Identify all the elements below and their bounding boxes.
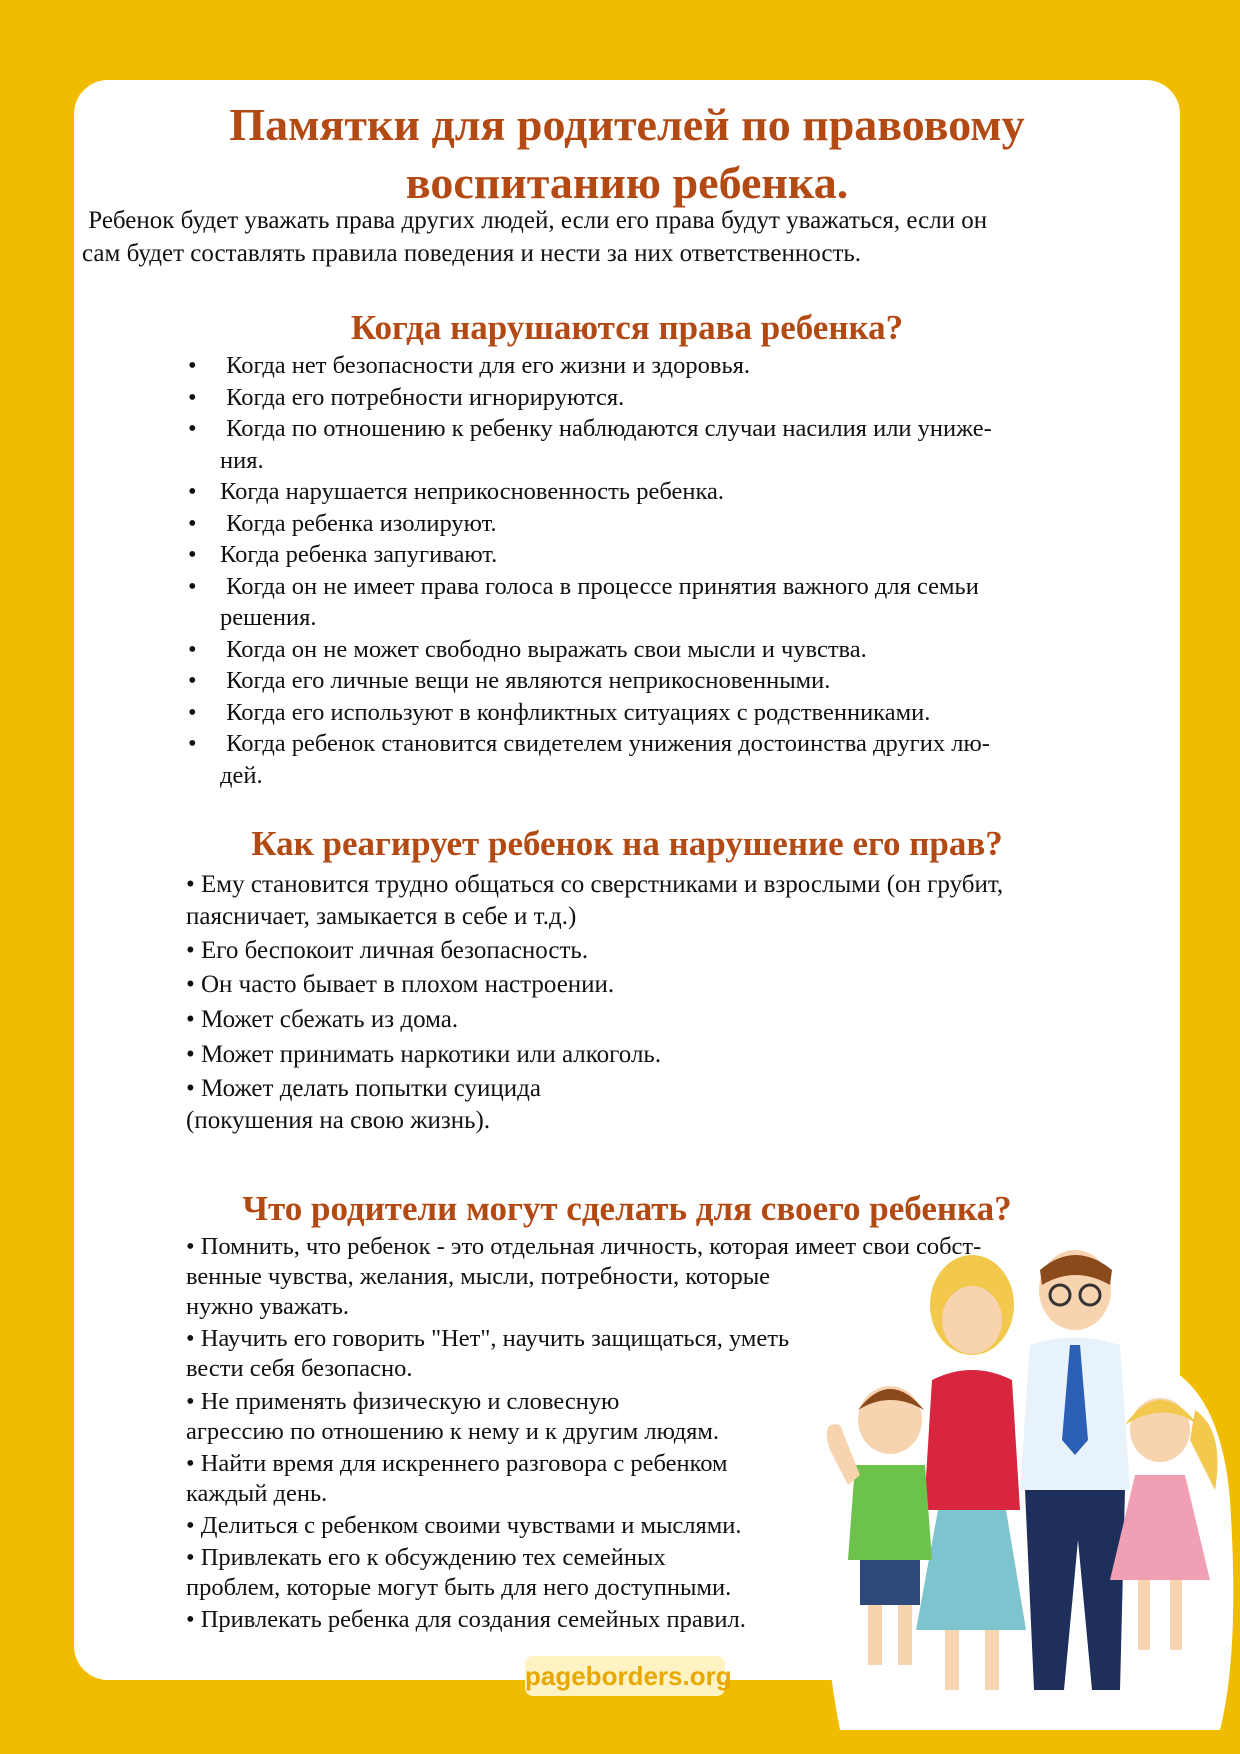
section3-line: каждый день. xyxy=(186,1480,328,1507)
section3-line: венные чувства, желания, мысли, потребности, которые xyxy=(186,1263,771,1290)
section1-item xyxy=(188,508,1148,540)
section1-item xyxy=(188,634,1148,666)
section1-item-text: Когда ребенка изолируют. xyxy=(220,509,497,537)
section1-list xyxy=(188,350,1148,791)
bullet-icon: • xyxy=(188,635,197,663)
bullet-icon: • xyxy=(188,352,197,379)
intro-line-1: Ребенок будет уважать права других людей, если его права будут уважаться, если он xyxy=(82,207,988,234)
section3-line: • Привлекать его к обсуждению тех семейных xyxy=(186,1544,666,1571)
section2-line: • Ему становится трудно общаться со сверстниками и взрослыми (он грубит, xyxy=(186,871,1004,898)
section3-line: проблем, которые могут быть для него доступными. xyxy=(186,1574,732,1601)
watermark-logo: pageborders.org xyxy=(525,1656,725,1696)
section1-item-text: ния. xyxy=(220,446,264,474)
section3-line: агрессию по отношению к нему и к другим людям. xyxy=(186,1418,720,1445)
section3-line: • Найти время для искреннего разговора с ребенком xyxy=(186,1450,728,1477)
bullet-icon: • xyxy=(188,383,197,411)
section1-item xyxy=(188,539,1148,571)
bullet-icon: • xyxy=(188,730,197,757)
section1-item-text: Когда его личные вещи не являются неприкосновенными. xyxy=(220,667,831,694)
section1-item xyxy=(188,728,1148,760)
bullet-icon: • xyxy=(188,541,197,568)
intro-paragraph xyxy=(82,204,1152,270)
section2-heading: Как реагирует ребенок на нарушение его прав? xyxy=(251,824,1003,863)
section1-item-text: Когда он не имеет права голоса в процессе принятия важного для семьи xyxy=(220,572,979,600)
bullet-icon: • xyxy=(188,572,197,600)
section1-item xyxy=(188,476,1148,508)
section3-line: вести себя безопасно. xyxy=(186,1355,413,1382)
bullet-icon: • xyxy=(188,415,197,442)
bullet-icon: • xyxy=(188,478,197,505)
section1-item-text: решения. xyxy=(220,604,317,631)
section2-line: • Он часто бывает в плохом настроении. xyxy=(186,971,615,998)
bullet-icon: • xyxy=(188,667,197,694)
section3-heading: Что родители могут сделать для своего ребенка? xyxy=(242,1189,1012,1228)
section2-line: паясничает, замыкается в себе и т.д.) xyxy=(186,903,577,930)
section1-item xyxy=(188,445,1148,477)
section1-item xyxy=(188,571,1148,603)
section1-item-text: Когда нет безопасности для его жизни и здоровья. xyxy=(220,352,751,379)
section1-item-text: Когда ребенка запугивают. xyxy=(220,541,498,568)
title-line-2: воспитанию ребенка. xyxy=(405,157,849,208)
bullet-icon: • xyxy=(188,698,197,726)
section1-heading: Когда нарушаются права ребенка? xyxy=(350,308,904,347)
section1-item-text: Когда его используют в конфликтных ситуациях с родственниками. xyxy=(220,698,931,726)
section1-item xyxy=(188,382,1148,414)
section1-item xyxy=(188,697,1148,729)
section3-line: • Научить его говорить "Нет", научить защищаться, уметь xyxy=(186,1325,790,1352)
section1-item-text: Когда по отношению к ребенку наблюдаются случаи насилия или униже- xyxy=(220,415,992,442)
section2-line: • Его беспокоит личная безопасность. xyxy=(186,937,589,964)
section3-line: • Привлекать ребенка для создания семейных правил. xyxy=(186,1606,746,1633)
section3-line: нужно уважать. xyxy=(186,1293,349,1320)
section1-item-text: Когда ребенок становится свидетелем унижения достоинства других лю- xyxy=(220,730,990,757)
section2-line: • Может принимать наркотики или алкоголь. xyxy=(186,1041,662,1068)
section1-item xyxy=(188,760,1148,792)
section1-item xyxy=(188,602,1148,634)
section1-item-text: дей. xyxy=(220,761,263,789)
section1-item xyxy=(188,665,1148,697)
section3-line: • Делиться с ребенком своими чувствами и мыслями. xyxy=(186,1512,742,1539)
family-illustration xyxy=(820,1250,1240,1750)
section1-item xyxy=(188,350,1148,382)
section2-line: • Может делать попытки суицида xyxy=(186,1075,541,1102)
section3-line: • Не применять физическую и словесную xyxy=(186,1388,620,1415)
title-line-1: Памятки для родителей по правовому xyxy=(229,99,1025,150)
page-title xyxy=(74,96,1180,212)
section1-item-text: Когда его потребности игнорируются. xyxy=(220,383,625,411)
bullet-icon: • xyxy=(188,509,197,537)
section1-item xyxy=(188,413,1148,445)
section1-item-text: Когда он не может свободно выражать свои мысли и чувства. xyxy=(220,635,867,663)
section3-line: • Помнить, что ребенок - это отдельная личность, которая имеет свои собст- xyxy=(186,1233,982,1260)
section1-item-text: Когда нарушается неприкосновенность ребенка. xyxy=(220,478,724,505)
section2-line: (покушения на свою жизнь). xyxy=(186,1107,491,1134)
intro-line-2: сам будет составлять правила поведения и нести за них ответственность. xyxy=(82,240,862,267)
section2-line: • Может сбежать из дома. xyxy=(186,1006,459,1033)
